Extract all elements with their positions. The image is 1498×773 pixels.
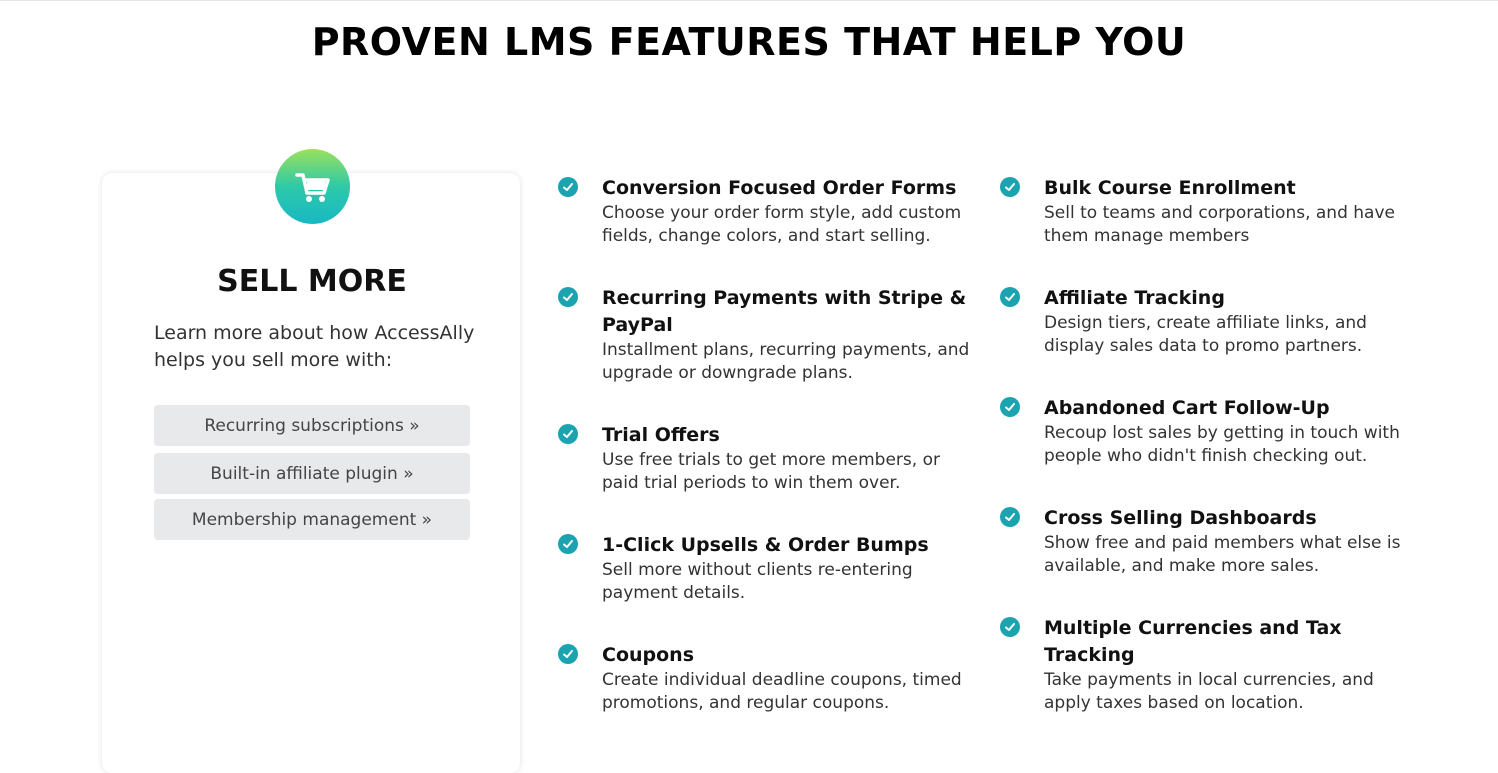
feature-title: 1-Click Upsells & Order Bumps bbox=[602, 534, 929, 556]
check-circle-icon bbox=[1000, 507, 1020, 527]
check-circle-icon bbox=[558, 424, 578, 444]
feature-item bbox=[1044, 285, 1424, 358]
feature-item bbox=[602, 532, 982, 605]
feature-description: Use free trials to get more members, or paid trial periods to win them over. bbox=[602, 450, 940, 493]
check-circle-icon bbox=[558, 287, 578, 307]
feature-item bbox=[1044, 615, 1424, 715]
feature-description: Create individual deadline coupons, timed promotions, and regular coupons. bbox=[602, 670, 962, 713]
feature-item bbox=[602, 422, 982, 495]
feature-title: Coupons bbox=[602, 644, 695, 666]
check-circle-icon bbox=[558, 644, 578, 664]
check-circle-icon bbox=[1000, 177, 1020, 197]
feature-description: Recoup lost sales by getting in touch with people who didn't finish checking out. bbox=[1044, 423, 1400, 466]
top-divider bbox=[0, 0, 1498, 1]
feature-description: Show free and paid members what else is available, and make more sales. bbox=[1044, 533, 1401, 576]
page-title: PROVEN LMS FEATURES THAT HELP YOU bbox=[311, 20, 1187, 64]
affiliate-plugin-link[interactable]: Built-in affiliate plugin » bbox=[154, 453, 470, 494]
card-title: SELL MORE bbox=[217, 264, 407, 299]
check-circle-icon bbox=[1000, 397, 1020, 417]
feature-title: Recurring Payments with Stripe & PayPal bbox=[602, 287, 967, 336]
feature-title: Affiliate Tracking bbox=[1044, 287, 1225, 309]
cart-badge bbox=[275, 149, 350, 224]
feature-title: Conversion Focused Order Forms bbox=[602, 177, 957, 199]
feature-title: Cross Selling Dashboards bbox=[1044, 507, 1317, 529]
feature-item bbox=[1044, 505, 1424, 578]
feature-description: Sell to teams and corporations, and have them manage members bbox=[1044, 203, 1395, 246]
feature-item bbox=[1044, 395, 1424, 468]
feature-item bbox=[602, 642, 982, 715]
check-circle-icon bbox=[1000, 617, 1020, 637]
recurring-subscriptions-link[interactable]: Recurring subscriptions » bbox=[154, 405, 470, 446]
feature-title: Trial Offers bbox=[602, 424, 720, 446]
feature-description: Take payments in local currencies, and apply taxes based on location. bbox=[1044, 670, 1374, 713]
feature-description: Choose your order form style, add custom fields, change colors, and start selling. bbox=[602, 203, 962, 246]
feature-title: Multiple Currencies and Tax Tracking bbox=[1044, 617, 1342, 666]
feature-description: Sell more without clients re-entering payment details. bbox=[602, 560, 913, 603]
check-circle-icon bbox=[1000, 287, 1020, 307]
check-circle-icon bbox=[558, 177, 578, 197]
feature-title: Bulk Course Enrollment bbox=[1044, 177, 1296, 199]
feature-description: Installment plans, recurring payments, and upgrade or downgrade plans. bbox=[602, 340, 970, 383]
card-description: Learn more about how AccessAlly helps you sell more with: bbox=[154, 322, 475, 371]
feature-item bbox=[1044, 175, 1424, 248]
feature-description: Design tiers, create affiliate links, and display sales data to promo partners. bbox=[1044, 313, 1367, 356]
membership-management-link[interactable]: Membership management » bbox=[154, 499, 470, 540]
feature-item bbox=[602, 285, 982, 385]
feature-title: Abandoned Cart Follow-Up bbox=[1044, 397, 1330, 419]
check-circle-icon bbox=[558, 534, 578, 554]
shopping-cart-icon bbox=[293, 167, 333, 207]
feature-item bbox=[602, 175, 982, 248]
